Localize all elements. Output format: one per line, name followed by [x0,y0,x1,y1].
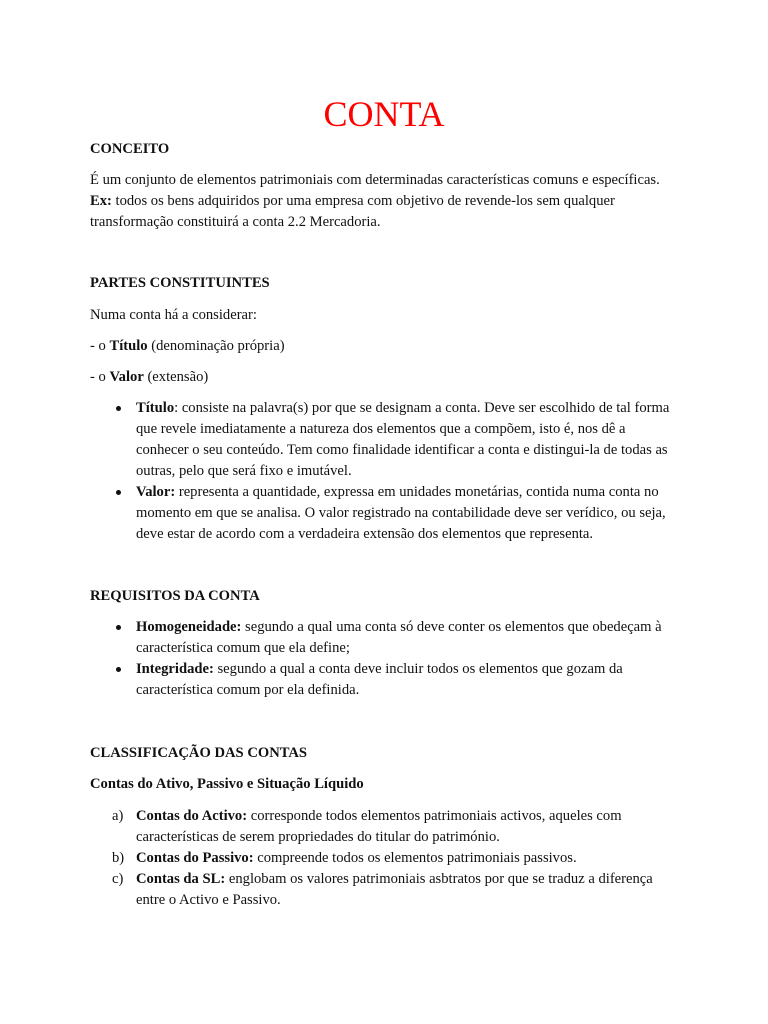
item-term: Contas do Activo: [136,808,248,824]
line-valor-prefix: - o [90,369,110,385]
conceito-ex-label: Ex: [90,193,112,209]
bullet-text: : consiste na palavra(s) por que se designam a conta. Deve ser escolhido de tal forma que revele imediatamente a natureza dos elementos que a compõem, isto é, nos dê a conhecer o seu conteúdo. Tem como finalidade identificar a conta e distingui-la de todas as outras, pelo que será fixo e imutável. [136,400,670,479]
section-heading-classificacao: CLASSIFICAÇÃO DAS CONTAS [90,745,308,761]
partes-intro-block [90,305,680,326]
classificacao-subheading-block [90,774,680,795]
bullet-text: segundo a qual a conta deve incluir todos os elementos que gozam da característica comum por ela definida. [136,661,623,698]
bullet-term: Título [136,400,175,416]
section-subheading: Contas do Ativo, Passivo e Situação Líquido [90,776,364,792]
list-item [90,848,680,869]
partes-bullets [90,398,680,545]
item-text: corresponde todos elementos patrimoniais activos, aqueles com características de serem propriedades do titular do património. [136,808,622,845]
line-titulo-suffix: (denominação própria) [147,338,285,354]
partes-line-titulo [90,336,680,357]
item-term: Contas do Passivo: [136,850,254,866]
list-marker: a) [112,808,124,824]
bullet-term: Valor: [136,484,176,500]
bullet-text: segundo a qual uma conta só deve conter os elementos que obedeçam à característica comum que ela define; [136,619,662,656]
classificacao-list [90,806,680,911]
line-valor-suffix: (extensão) [143,369,209,385]
item-text: compreende todos os elementos patrimoniais passivos. [253,850,577,866]
item-term: Contas da SL: [136,871,226,887]
list-item [90,869,680,911]
list-marker: c) [112,871,124,887]
section-heading-requisitos: REQUISITOS DA CONTA [90,588,260,604]
partes-intro: Numa conta há a considerar: [90,307,257,323]
bullet-text: representa a quantidade, expressa em unidades monetárias, contida numa conta no momento em que se analisa. O valor registrado na contabilidade deve ser verídico, ou seja, deve estar de acordo com a verdadeira extensão dos elementos que representa. [136,484,666,542]
partes-line-valor [90,367,680,388]
conceito-paragraph [90,170,680,233]
line-titulo-bold: Título [109,338,148,354]
list-item [90,659,680,701]
page-title: CONTA [323,94,445,134]
list-item [90,806,680,848]
section-conceito [90,139,680,160]
conceito-text-1: É um conjunto de elementos patrimoniais com determinadas características comuns e específicas. [90,172,660,188]
item-text: englobam os valores patrimoniais asbtratos por que se traduz a diferença entre o Activo e Passivo. [136,871,653,908]
section-classificacao [90,743,680,764]
section-heading-partes: PARTES CONSTITUINTES [90,275,270,291]
line-valor-bold: Valor [109,369,144,385]
list-item [90,398,680,482]
section-heading-conceito: CONCEITO [90,141,170,157]
list-item [90,482,680,545]
list-item [90,617,680,659]
conceito-text [90,170,680,233]
bullet-term: Homogeneidade: [136,619,242,635]
conceito-text-2: todos os bens adquiridos por uma empresa com objetivo de revende-los sem qualquer transformação constituirá a conta 2.2 Mercadoria. [90,193,615,230]
section-partes [90,273,680,294]
list-marker: b) [112,850,125,866]
requisitos-bullets [90,617,680,701]
line-titulo-prefix: - o [90,338,110,354]
bullet-term: Integridade: [136,661,214,677]
section-requisitos [90,586,680,607]
